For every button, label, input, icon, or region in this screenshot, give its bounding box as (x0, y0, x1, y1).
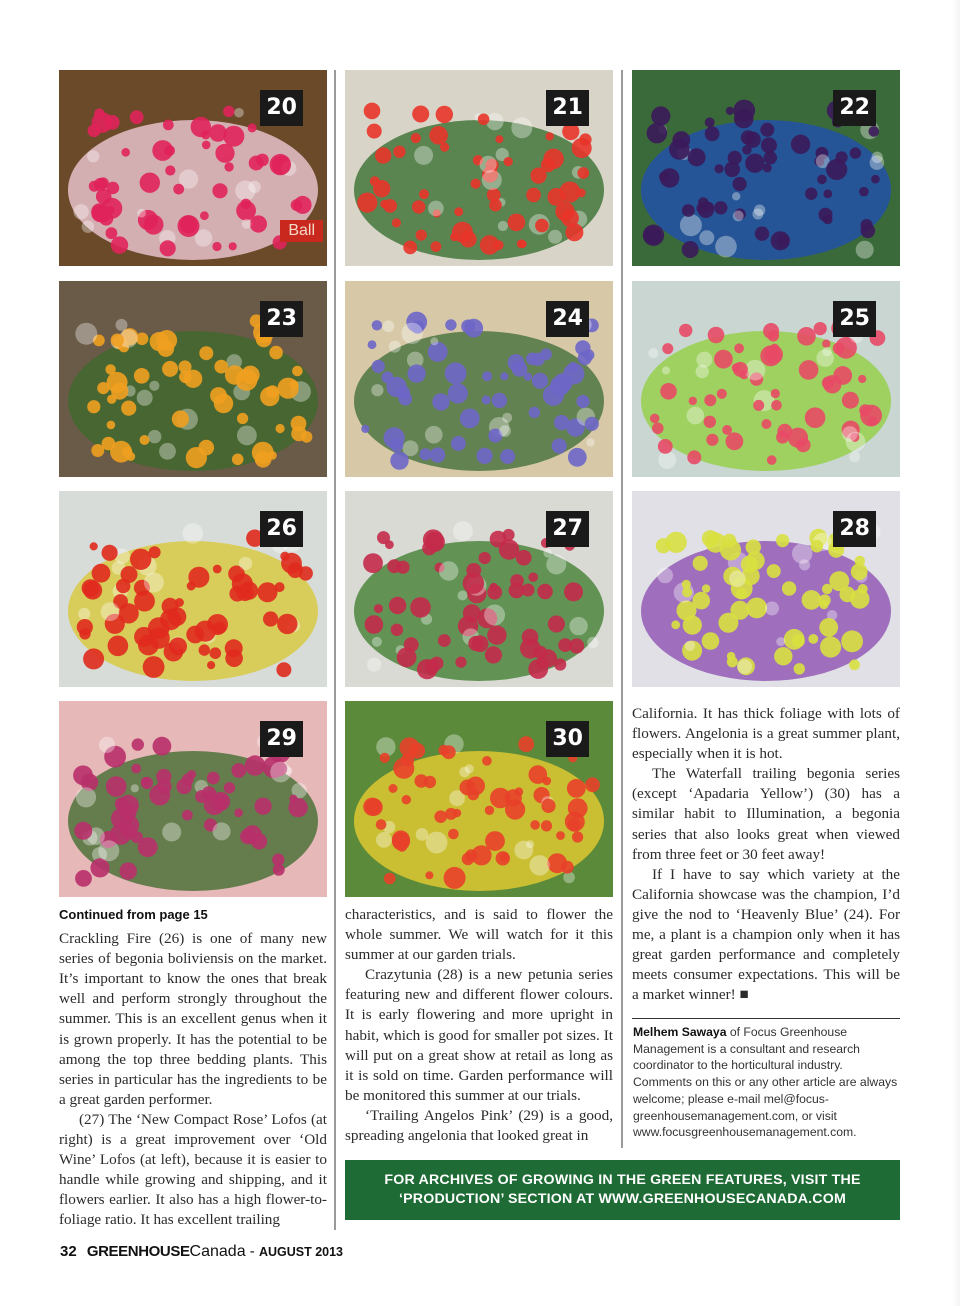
photo-number-badge: 29 (260, 721, 303, 757)
banner-line-1: FOR ARCHIVES OF GROWING IN THE GREEN FEATURES, VISIT THE (384, 1172, 861, 1188)
blue-petunia-mound-photo (345, 281, 613, 477)
page-edge-shadow (952, 0, 960, 1306)
paragraph: Crazytunia (28) is a new petunia series featuring new and different flower colours. It is early flowering and more upright in habit, which is good for smaller pot sizes. It will put on a great show at retail as long as it is sold on time. Garden performance will be monitored this summer at our trials. (345, 966, 613, 1104)
photo-number-badge: 22 (833, 90, 876, 126)
article-column-3 (632, 704, 900, 1005)
photo-number-badge: 30 (546, 721, 589, 757)
photo-number-badge: 20 (260, 90, 303, 126)
paragraph: The Waterfall trailing begonia series (except ‘Apadaria Yellow’) (30) has a similar habit to Illumination, a begonia series that also looks great when viewed from three feet or 30 feet away! (632, 765, 900, 863)
banner-line-2: ‘PRODUCTION’ SECTION AT WWW.GREENHOUSECANADA.COM (398, 1191, 847, 1207)
paragraph: If I have to say which variety at the California showcase was the champion, I’d give the nod to ‘Heavenly Blue’ (24). For me, a plant is a champion only when it has great garden performance and completely meets consumer expectations. This will be a market winner! ■ (632, 865, 900, 1004)
archives-banner[interactable] (345, 1160, 900, 1220)
page-footer (60, 1243, 343, 1261)
continued-from-label: Continued from page 15 (59, 907, 208, 922)
paragraph: (27) The ‘New Compact Rose’ Lofos (at right) is a great improvement over ‘Old Wine’ Lofos (at left), because it is easier to handle while growing and shipping, and it flowers earlier. It also has a high flower-to-foliage ratio. It has excellent trailing (59, 1110, 327, 1229)
purple-petunia-basket-photo (632, 70, 900, 266)
bio-divider (632, 1018, 900, 1019)
angelos-pink-hanging-basket-photo (59, 701, 327, 897)
photo-number-badge: 24 (546, 301, 589, 337)
author-bio (633, 1024, 901, 1141)
column-divider-left (334, 70, 336, 1230)
pink-petunia-basket-photo (59, 70, 327, 266)
author-name: Melhem Sawaya (633, 1025, 727, 1039)
paragraph: California. It has thick foliage with lots of flowers. Angelonia is a great summer plant, especially when it is hot. (632, 705, 900, 763)
paragraph: ‘Trailing Angelos Pink’ (29) is a good, spreading angelonia that looked great in (345, 1106, 613, 1145)
magazine-name-light: Canada (189, 1243, 246, 1260)
photo-number-badge: 28 (833, 511, 876, 547)
orange-zinnia-bed-photo (59, 281, 327, 477)
red-begonia-pots-photo (345, 70, 613, 266)
author-bio-text: of Focus Greenhouse Management is a consultant and research coordinator to the horticultural industry. Comments on this or any other article are always welcome; please e-mail mel@focus-greenhousemanagement.com, or visit www.focusgreenhousemanagement.com. (633, 1025, 898, 1140)
magazine-name-bold: GREENHOUSE (86, 1243, 190, 1260)
footer-separator: - (245, 1243, 259, 1260)
issue-date: AUGUST 2013 (258, 1245, 343, 1259)
paragraph: Crackling Fire (26) is one of many new series of begonia boliviensis on the market. It’s important to know the ones that break well and perform strongly throughout the summer. This is an excellent genus when it is grown properly. It has the potential to be among the top three bedding plants. This series in particular has the ingredients to be a great garden performer. (59, 930, 327, 1108)
article-column-2 (345, 905, 613, 1146)
photo-number-badge: 27 (546, 511, 589, 547)
waterfall-begonia-photo (345, 701, 613, 897)
page-number: 32 (60, 1243, 77, 1260)
ball-logo-text: Ball (280, 220, 323, 242)
column-divider-right (621, 70, 623, 1148)
crazytunia-petunias-photo (632, 491, 900, 687)
lofos-hanging-baskets-photo (345, 491, 613, 687)
article-column-1 (59, 905, 327, 1231)
pink-angelonia-pots-photo (632, 281, 900, 477)
paragraph: characteristics, and is said to flower the whole summer. We will watch for it this summer at our garden trials. (345, 906, 613, 964)
photo-number-badge: 25 (833, 301, 876, 337)
photo-number-badge: 23 (260, 301, 303, 337)
photo-number-badge: 21 (546, 90, 589, 126)
photo-number-badge: 26 (260, 511, 303, 547)
crackling-fire-begonia-photo (59, 491, 327, 687)
